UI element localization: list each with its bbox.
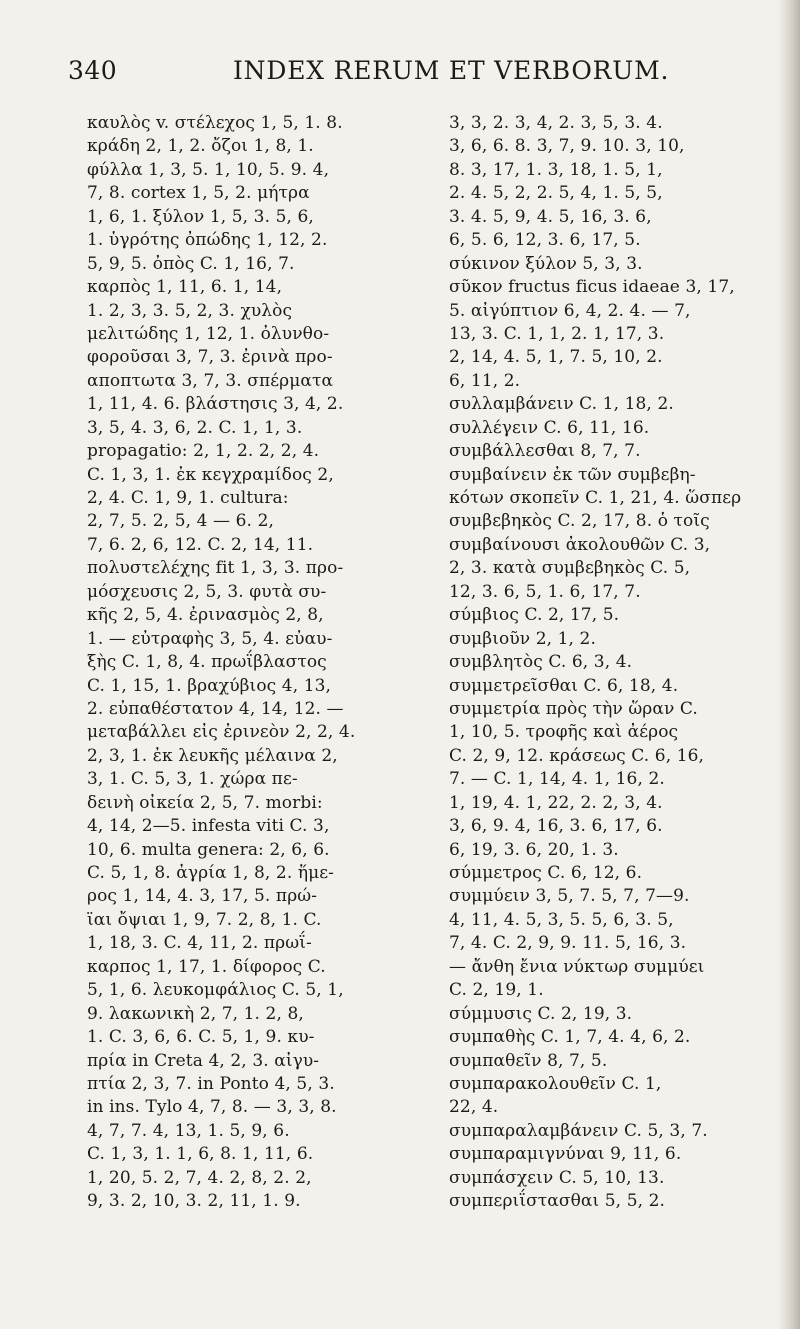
running-head: INDEX RERUM ET VERBORUM. <box>233 56 670 85</box>
index-line: 5, 9, 5. ὀπὸς C. 1, 16, 7. <box>87 253 295 274</box>
index-line: C. 2, 19, 1. <box>449 980 544 1001</box>
index-line: 1. C. 3, 6, 6. C. 5, 1, 9. κυ- <box>87 1027 315 1048</box>
index-line: κότων σκοπεῖν C. 1, 21, 4. ὥσπερ <box>449 488 742 508</box>
index-line: 3, 1. C. 5, 3, 1. χώρα πε- <box>87 769 298 790</box>
index-line: σύμμυσις C. 2, 19, 3. <box>449 1003 633 1024</box>
index-line: 9. λακωνικὴ 2, 7, 1. 2, 8, <box>87 1003 304 1024</box>
index-line: συμπαραλαμβάνειν C. 5, 3, 7. <box>449 1120 708 1141</box>
index-line: καρπὸς 1, 11, 6. 1, 14, <box>87 277 283 298</box>
index-line: 5. αἰγύπτιον 6, 4, 2. 4. — 7, <box>449 300 691 321</box>
index-line: κράδη 2, 1, 2. ὄζοι 1, 8, 1. <box>87 136 314 157</box>
index-line: συμπαρακολουθεῖν C. 1, <box>449 1073 662 1094</box>
index-line: propagatio: 2, 1, 2. 2, 2, 4. <box>87 441 320 462</box>
index-line: 5, 1, 6. λευκομφάλιος C. 5, 1, <box>87 980 344 1001</box>
index-line: 7, 4. C. 2, 9, 9. 11. 5, 16, 3. <box>449 933 687 954</box>
index-line: καυλὸς v. στέλεχος 1, 5, 1. 8. <box>87 113 343 133</box>
index-line: συμμύειν 3, 5, 7. 5, 7, 7—9. <box>449 886 690 907</box>
index-line: μεταβάλλει εἰς ἐρινεὸν 2, 2, 4. <box>87 722 356 743</box>
book-spine-shadow <box>778 0 800 1329</box>
index-line: συμβάλλεσθαι 8, 7, 7. <box>449 441 641 462</box>
index-line: 1, 19, 4. 1, 22, 2. 2, 3, 4. <box>449 792 663 813</box>
page-header <box>0 52 800 92</box>
index-line: καρπος 1, 17, 1. δίφορος C. <box>87 956 326 977</box>
index-line: σύμμετρος C. 6, 12, 6. <box>449 863 643 883</box>
index-line: 13, 3. C. 1, 1, 2. 1, 17, 3. <box>449 323 665 344</box>
index-line: C. 1, 3, 1. 1, 6, 8. 1, 11, 6. <box>87 1144 314 1165</box>
index-line: συμβλητὸς C. 6, 3, 4. <box>449 652 633 673</box>
index-line: κῆς 2, 5, 4. ἐρινασμὸς 2, 8, <box>87 605 324 626</box>
index-line: αποπτωτα 3, 7, 3. σπέρματα <box>87 370 334 391</box>
index-line: μελιτώδης 1, 12, 1. ὀλυνθο- <box>87 323 330 344</box>
index-line: συμπάσχειν C. 5, 10, 13. <box>449 1167 665 1188</box>
index-line: συμπαραμιγνύναι 9, 11, 6. <box>449 1144 682 1165</box>
index-line: 3, 6, 9. 4, 16, 3. 6, 17, 6. <box>449 816 663 837</box>
index-column-left <box>87 112 407 1214</box>
index-line: σῦκον fructus ficus idaeae 3, 17, <box>449 277 735 298</box>
page-number: 340 <box>68 56 118 85</box>
index-line: σύκινον ξύλον 5, 3, 3. <box>449 253 643 274</box>
index-line: 22, 4. <box>449 1097 499 1118</box>
index-line: 1, 10, 5. τροφῆς καὶ ἀέρος <box>449 722 679 743</box>
index-line: 7, 8. cortex 1, 5, 2. μήτρα <box>87 183 310 204</box>
index-line: 3. 4. 5, 9, 4. 5, 16, 3. 6, <box>449 206 652 227</box>
index-line: 2, 3. κατὰ συμβεβηκὸς C. 5, <box>449 558 691 579</box>
index-line: 6, 5. 6, 12, 3. 6, 17, 5. <box>449 230 641 251</box>
index-line: 2, 4. C. 1, 9, 1. cultura: <box>87 488 289 508</box>
index-line: συμπεριΐστασθαι 5, 5, 2. <box>449 1191 666 1212</box>
index-line: συλλαμβάνειν C. 1, 18, 2. <box>449 394 674 415</box>
index-line: 2, 3, 1. ἐκ λευκῆς μέλαινα 2, <box>87 745 338 766</box>
index-line: συμμετρία πρὸς τὴν ὥραν C. <box>449 698 698 719</box>
index-line: φοροῦσαι 3, 7, 3. ἐρινὰ προ- <box>87 347 333 368</box>
index-line: σύμβιος C. 2, 17, 5. <box>449 605 620 626</box>
index-line: συμβαίνειν ἐκ τῶν συμβεβη- <box>449 464 696 485</box>
index-line: 4, 11, 4. 5, 3, 5. 5, 6, 3. 5, <box>449 909 674 930</box>
index-line: 1, 11, 4. 6. βλάστησις 3, 4, 2. <box>87 394 344 415</box>
index-line: 3, 6, 6. 8. 3, 7, 9. 10. 3, 10, <box>449 136 685 157</box>
index-line: 12, 3. 6, 5, 1. 6, 17, 7. <box>449 581 641 602</box>
index-line: 2. 4. 5, 2, 2. 5, 4, 1. 5, 5, <box>449 183 663 204</box>
index-line: 7. — C. 1, 14, 4. 1, 16, 2. <box>449 769 665 790</box>
index-line: πρία in Creta 4, 2, 3. αἰγυ- <box>87 1050 320 1071</box>
index-line: συλλέγειν C. 6, 11, 16. <box>449 417 650 438</box>
index-line: 3, 5, 4. 3, 6, 2. C. 1, 1, 3. <box>87 417 303 438</box>
index-line: 7, 6. 2, 6, 12. C. 2, 14, 11. <box>87 534 314 555</box>
index-line: C. 5, 1, 8. ἀγρία 1, 8, 2. ἥμε- <box>87 863 335 883</box>
index-line: συμμετρεῖσθαι C. 6, 18, 4. <box>449 675 679 696</box>
index-line: ξὴς C. 1, 8, 4. πρωΐβλαστος <box>87 652 327 673</box>
index-line: πολυστελέχης fit 1, 3, 3. προ- <box>87 558 344 579</box>
index-line: C. 1, 15, 1. βραχύβιος 4, 13, <box>87 675 332 696</box>
index-line: 1, 20, 5. 2, 7, 4. 2, 8, 2. 2, <box>87 1167 312 1188</box>
index-line: in ins. Tylo 4, 7, 8. — 3, 3, 8. <box>87 1097 337 1118</box>
index-line: συμβιοῦν 2, 1, 2. <box>449 628 596 649</box>
index-line: μόσχευσις 2, 5, 3. φυτὰ συ- <box>87 581 327 602</box>
index-line: συμπαθὴς C. 1, 7, 4. 4, 6, 2. <box>449 1027 691 1048</box>
index-line: C. 1, 3, 1. ἐκ κεγχραμίδος 2, <box>87 464 334 485</box>
index-line: 1. ὑγρότης ὀπώδης 1, 12, 2. <box>87 230 328 251</box>
index-line: 3, 3, 2. 3, 4, 2. 3, 5, 3. 4. <box>449 113 663 133</box>
index-line: ρος 1, 14, 4. 3, 17, 5. πρώ- <box>87 886 318 907</box>
index-line: φύλλα 1, 3, 5. 1, 10, 5. 9. 4, <box>87 159 330 180</box>
index-line: — ἄνθη ἔνια νύκτωρ συμμύει <box>449 956 705 977</box>
index-line: 1. 2, 3, 3. 5, 2, 3. χυλὸς <box>87 300 293 321</box>
index-line: 1. — εὐτραφὴς 3, 5, 4. εὐαυ- <box>87 628 333 649</box>
index-line: 2. εὐπαθέστατον 4, 14, 12. — <box>87 698 344 719</box>
index-line: 4, 7, 7. 4, 13, 1. 5, 9, 6. <box>87 1120 290 1141</box>
index-line: 9, 3. 2, 10, 3. 2, 11, 1. 9. <box>87 1191 301 1212</box>
index-line: συμπαθεῖν 8, 7, 5. <box>449 1050 608 1071</box>
index-line: 10, 6. multa genera: 2, 6, 6. <box>87 839 330 860</box>
index-line: 2, 14, 4. 5, 1, 7. 5, 10, 2. <box>449 347 663 368</box>
index-line: 8. 3, 17, 1. 3, 18, 1. 5, 1, <box>449 159 663 180</box>
index-line: 6, 11, 2. <box>449 370 521 391</box>
index-line: C. 2, 9, 12. κράσεως C. 6, 16, <box>449 745 705 766</box>
index-line: 2, 7, 5. 2, 5, 4 — 6. 2, <box>87 511 274 532</box>
index-line: 1, 6, 1. ξύλον 1, 5, 3. 5, 6, <box>87 206 314 227</box>
index-line: 6, 19, 3. 6, 20, 1. 3. <box>449 839 619 860</box>
index-line: πτία 2, 3, 7. in Ponto 4, 5, 3. <box>87 1073 335 1094</box>
index-line: δεινὴ οἰκεία 2, 5, 7. morbi: <box>87 792 323 813</box>
index-line: 1, 18, 3. C. 4, 11, 2. πρωΐ- <box>87 933 312 954</box>
index-column-right <box>449 112 774 1214</box>
index-line: 4, 14, 2—5. infesta viti C. 3, <box>87 816 330 837</box>
index-line: συμβεβηκὸς C. 2, 17, 8. ὁ τοῖς <box>449 511 710 532</box>
index-line: ϊαι ὄψιαι 1, 9, 7. 2, 8, 1. C. <box>87 909 322 930</box>
index-line: συμβαίνουσι ἀκολουθῶν C. 3, <box>449 534 711 555</box>
